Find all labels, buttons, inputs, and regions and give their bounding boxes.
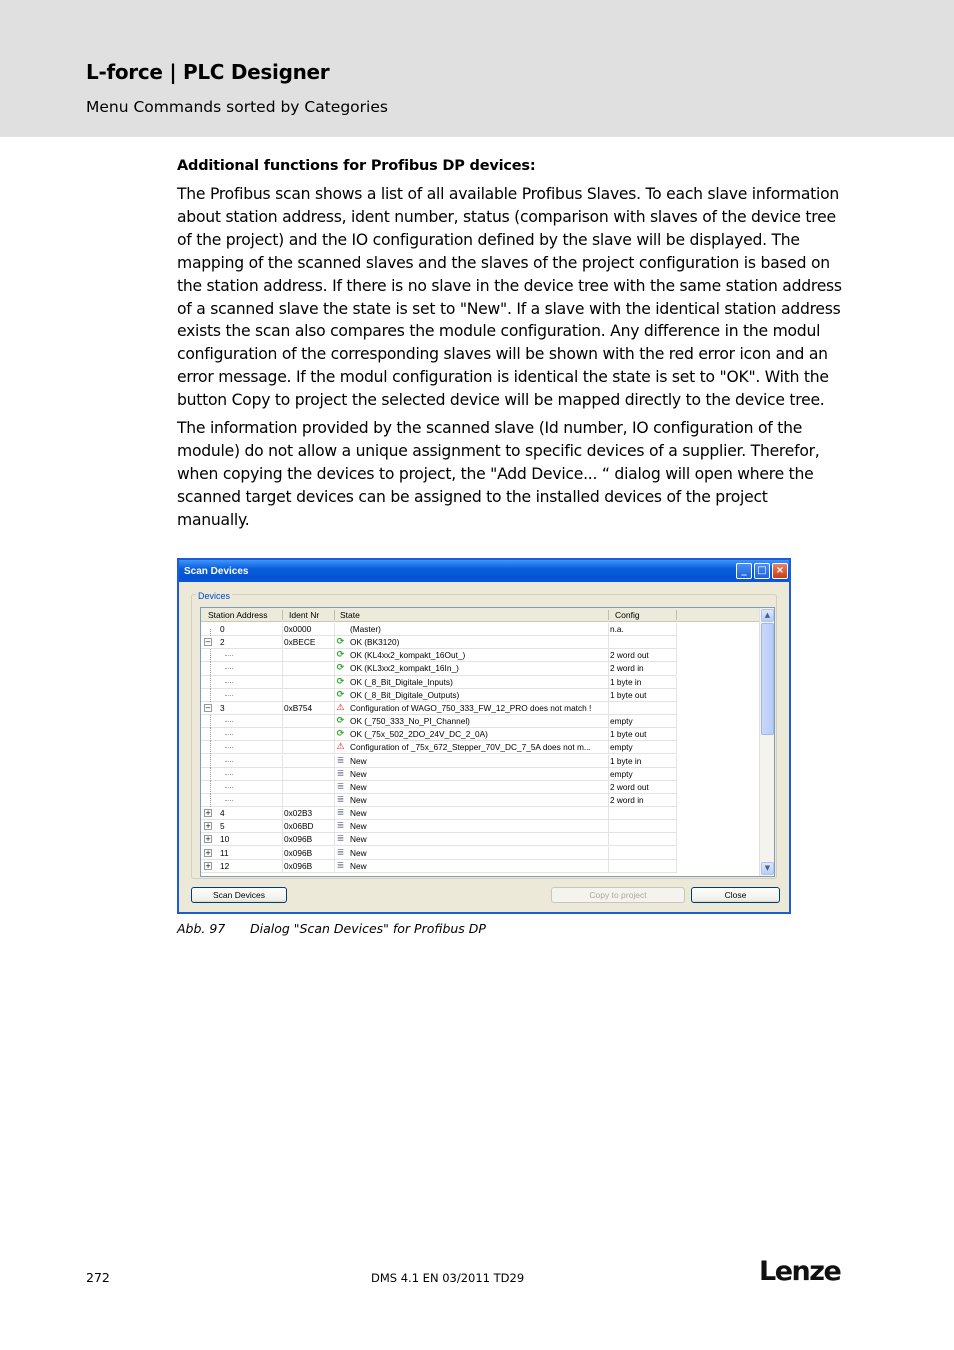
table-row[interactable] [201, 794, 676, 807]
page-header [0, 0, 954, 137]
document-new-icon: ≣ [336, 808, 345, 819]
refresh-ok-icon: ⟳ [336, 676, 345, 687]
devices-group-label: Devices [198, 591, 231, 601]
paragraph-2: The information provided by the scanned slave (Id number, IO configuration of the module) do not allow a unique assignment to specific devices of a supplier. Therefor, when copying the devices to project, the "Add Device... “ dialog will open where the scanned target devices can be assigned to the installed devices of the project manually. [177, 419, 820, 529]
station-address-cell: 4 [220, 808, 225, 819]
refresh-ok-icon: ⟳ [336, 729, 345, 740]
document-new-icon: ≣ [336, 860, 345, 871]
table-row[interactable] [201, 820, 676, 833]
section-heading: Additional functions for Profibus DP devices: [177, 158, 536, 174]
maximize-icon[interactable]: □ [754, 563, 770, 579]
column-header-ident-nr[interactable]: Ident Nr [289, 610, 320, 620]
state-cell: Configuration of _75x_672_Stepper_70V_DC_7_5A does not m... [350, 742, 591, 753]
warning-triangle-icon: ⚠ [336, 742, 345, 753]
document-new-icon: ≣ [336, 781, 345, 792]
state-cell: New [350, 834, 367, 845]
config-cell: 2 word in [610, 663, 644, 674]
devices-grid[interactable] [200, 607, 775, 877]
warning-triangle-icon: ⚠ [336, 702, 345, 713]
config-cell: n.a. [610, 624, 624, 634]
state-cell: New [350, 794, 367, 805]
config-cell: empty [610, 716, 633, 727]
state-cell: New [350, 755, 367, 766]
table-row[interactable] [201, 623, 676, 636]
table-row[interactable] [201, 728, 676, 741]
main-content [177, 155, 842, 537]
state-cell: OK (_8_Bit_Digitale_Outputs) [350, 689, 460, 700]
scan-devices-dialog [177, 558, 791, 914]
ident-nr-cell: 0x02B3 [284, 808, 313, 819]
table-row[interactable] [201, 689, 676, 702]
ident-nr-cell: 0x06BD [284, 821, 314, 832]
table-row[interactable] [201, 715, 676, 728]
dialog-titlebar[interactable] [179, 560, 789, 582]
table-row[interactable] [201, 833, 676, 846]
config-cell: 1 byte in [610, 676, 642, 687]
station-address-cell: 3 [220, 702, 225, 713]
scrollbar-thumb[interactable] [761, 623, 774, 735]
state-cell: New [350, 847, 367, 858]
vertical-scrollbar[interactable] [759, 608, 774, 876]
table-row[interactable] [201, 807, 676, 820]
scroll-up-icon[interactable]: ▲ [761, 609, 774, 622]
refresh-ok-icon: ⟳ [336, 663, 345, 674]
ident-nr-cell: 0x096B [284, 834, 313, 845]
state-cell: OK (KL4xx2_kompakt_16Out_) [350, 650, 466, 661]
station-address-cell: 0 [220, 624, 225, 634]
state-cell: OK (_75x_502_2DO_24V_DC_2_0A) [350, 729, 488, 740]
page-number: 272 [86, 1270, 110, 1285]
paragraph-1: The Profibus scan shows a list of all available Profibus Slaves. To each slave information about station address, ident number, status (comparison with slaves of the device tree of the project) and the IO configuration defined by the slave will be displayed. The mapping of the scanned slaves and the slaves of the project configuration is based on the station address. If there is no slave in the device tree with the same station address of a scanned slave the state is set to "New". If a slave with the identical station address exists the scan also compares the module configuration. Any difference in the modul configuration of the corresponding slaves will be shown with the red error icon and an error message. If the modul configuration is identical the state is set to "OK". With the button Copy to project the selected device will be mapped directly to the device tree. [177, 185, 842, 410]
station-address-cell: 11 [220, 847, 229, 858]
column-header-station-address[interactable]: Station Address [208, 610, 268, 620]
collapse-icon[interactable]: − [205, 703, 211, 712]
config-cell: 1 byte in [610, 755, 642, 766]
config-cell: 2 word out [610, 781, 649, 792]
refresh-ok-icon: ⟳ [336, 716, 345, 727]
scan-devices-button[interactable]: Scan Devices [191, 887, 287, 903]
station-address-cell: 10 [220, 834, 230, 845]
close-icon[interactable]: × [772, 563, 788, 579]
expand-icon[interactable]: + [205, 848, 211, 857]
config-cell: empty [610, 742, 633, 753]
station-address-cell: 2 [220, 637, 225, 648]
state-cell: (Master) [350, 624, 381, 634]
state-cell: New [350, 808, 367, 819]
table-row[interactable] [201, 676, 676, 689]
table-row[interactable] [201, 755, 676, 768]
expand-icon[interactable]: + [205, 809, 211, 818]
document-new-icon: ≣ [336, 821, 345, 832]
table-row[interactable] [201, 649, 676, 662]
figure-caption-text: Dialog "Scan Devices" for Profibus DP [250, 921, 486, 936]
document-new-icon: ≣ [336, 847, 345, 858]
station-address-cell: 5 [220, 821, 225, 832]
ident-nr-cell: 0xBECE [284, 637, 316, 648]
station-address-cell: 12 [220, 860, 230, 871]
table-row[interactable] [201, 847, 676, 860]
column-header-config[interactable]: Config [615, 610, 640, 620]
table-row[interactable] [201, 781, 676, 794]
document-id: DMS 4.1 EN 03/2011 TD29 [371, 1271, 525, 1285]
document-new-icon: ≣ [336, 794, 345, 805]
column-header-state[interactable]: State [340, 610, 360, 620]
minimize-icon[interactable]: _ [736, 563, 752, 579]
refresh-ok-icon: ⟳ [336, 637, 345, 648]
config-cell: 2 word out [610, 650, 649, 661]
refresh-ok-icon: ⟳ [336, 650, 345, 661]
expand-icon[interactable]: + [205, 861, 211, 870]
state-cell: New [350, 821, 367, 832]
state-cell: OK (BK3120) [350, 637, 400, 648]
table-row[interactable] [201, 662, 676, 675]
ident-nr-cell: 0x0000 [284, 624, 312, 634]
config-cell: 1 byte out [610, 729, 647, 740]
document-new-icon: ≣ [336, 834, 345, 845]
copy-to-project-button[interactable]: Copy to project [551, 887, 685, 903]
expand-icon[interactable]: + [205, 835, 211, 844]
figure-caption [177, 921, 486, 936]
state-cell: New [350, 768, 367, 779]
close-button[interactable]: Close [691, 887, 780, 903]
table-row[interactable] [201, 741, 676, 754]
lenze-logo: Lenze [759, 1256, 841, 1287]
state-cell: OK (_8_Bit_Digitale_Inputs) [350, 676, 453, 687]
config-cell: 2 word in [610, 794, 644, 805]
state-cell: New [350, 781, 367, 792]
scroll-down-icon[interactable]: ▼ [761, 862, 774, 875]
ident-nr-cell: 0xB754 [284, 702, 313, 713]
document-new-icon: ≣ [336, 768, 345, 779]
grid-header [201, 608, 759, 622]
ident-nr-cell: 0x096B [284, 847, 313, 858]
state-cell: OK (_750_333_No_PI_Channel) [350, 716, 470, 727]
table-row[interactable] [201, 636, 676, 649]
ident-nr-cell: 0x096B [284, 860, 313, 871]
table-row[interactable] [201, 768, 676, 781]
table-row[interactable] [201, 860, 676, 873]
config-cell: 1 byte out [610, 689, 647, 700]
document-subtitle: Menu Commands sorted by Categories [86, 98, 388, 116]
state-cell: Configuration of WAGO_750_333_FW_12_PRO does not match ! [350, 702, 592, 713]
figure-label: Abb. 97 [177, 921, 226, 936]
table-row[interactable] [201, 702, 676, 715]
expand-icon[interactable]: + [205, 822, 211, 831]
document-new-icon: ≣ [336, 755, 345, 766]
state-cell: OK (KL3xx2_kompakt_16In_) [350, 663, 459, 674]
document-title: L-force | PLC Designer [86, 60, 330, 84]
refresh-ok-icon: ⟳ [336, 689, 345, 700]
config-cell: empty [610, 768, 633, 779]
state-cell: New [350, 860, 367, 871]
collapse-icon[interactable]: − [205, 638, 211, 647]
dialog-title: Scan Devices [184, 566, 249, 577]
